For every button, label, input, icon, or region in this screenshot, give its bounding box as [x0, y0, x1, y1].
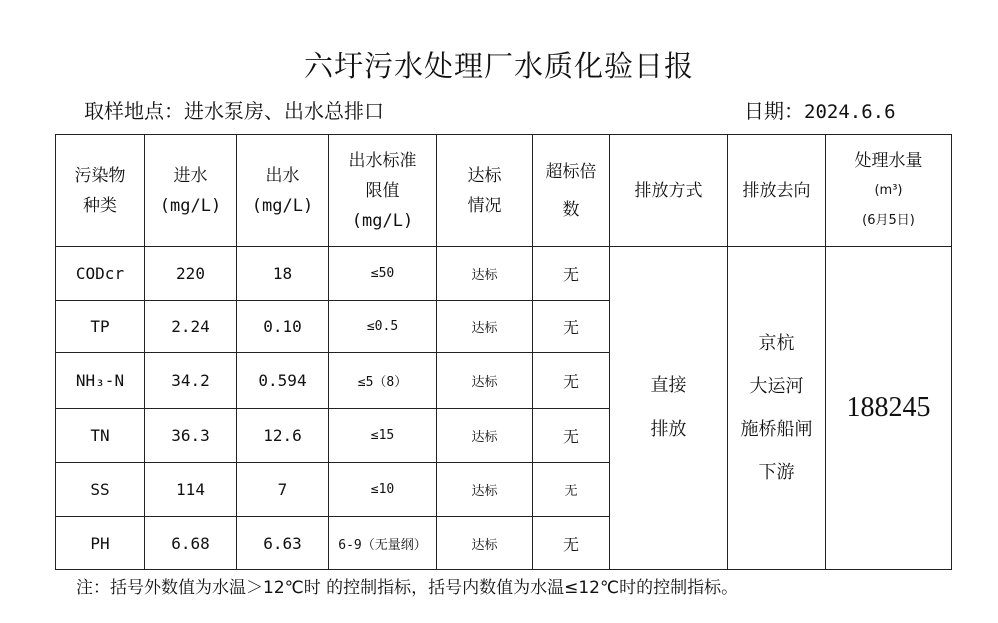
cell-inflow: 220 [145, 247, 237, 301]
treated-volume-value: 188245 [826, 247, 952, 570]
cell-exceed: 无 [533, 247, 610, 301]
cell-exceed: 无 [533, 409, 610, 463]
cell-limit: ≤5（8） [329, 353, 437, 409]
table-row [56, 247, 952, 301]
cell-limit: ≤10 [329, 463, 437, 517]
cell-limit: ≤15 [329, 409, 437, 463]
header-discharge-method: 排放方式 [610, 135, 728, 247]
cell-exceed: 无 [533, 301, 610, 353]
header-volume: 处理水量 (m³) (6月5日) [826, 135, 952, 247]
table-header-row [56, 135, 952, 247]
cell-exceed: 无 [533, 353, 610, 409]
cell-inflow: 6.68 [145, 517, 237, 570]
report-title: 六圩污水处理厂水质化验日报 [303, 49, 694, 83]
cell-compliance: 达标 [437, 301, 533, 353]
cell-pollutant: TN [56, 409, 145, 463]
cell-outflow: 0.594 [237, 353, 329, 409]
cell-compliance: 达标 [437, 517, 533, 570]
sampling-location: 取样地点：进水泵房、出水总排口 [84, 99, 384, 123]
discharge-dest-cell: 京杭 大运河 施桥船闸 下游 [728, 247, 826, 570]
cell-outflow: 0.10 [237, 301, 329, 353]
water-quality-table [55, 134, 952, 570]
cell-compliance: 达标 [437, 247, 533, 301]
header-compliance: 达标 情况 [437, 135, 533, 247]
cell-pollutant: SS [56, 463, 145, 517]
cell-inflow: 114 [145, 463, 237, 517]
cell-limit: ≤0.5 [329, 301, 437, 353]
cell-outflow: 18 [237, 247, 329, 301]
cell-pollutant: NH₃-N [56, 353, 145, 409]
cell-outflow: 12.6 [237, 409, 329, 463]
report-date [744, 95, 896, 124]
cell-compliance: 达标 [437, 353, 533, 409]
cell-outflow: 6.63 [237, 517, 329, 570]
cell-compliance: 达标 [437, 409, 533, 463]
cell-compliance: 达标 [437, 463, 533, 517]
cell-pollutant: CODcr [56, 247, 145, 301]
cell-inflow: 36.3 [145, 409, 237, 463]
cell-exceed: 无 [533, 517, 610, 570]
cell-limit: ≤50 [329, 247, 437, 301]
cell-inflow: 2.24 [145, 301, 237, 353]
date-value: 2024.6.6 [804, 101, 896, 123]
cell-pollutant: PH [56, 517, 145, 570]
cell-inflow: 34.2 [145, 353, 237, 409]
header-outflow: 出水 (mg/L) [237, 135, 329, 247]
header-inflow: 进水 (mg/L) [145, 135, 237, 247]
date-label: 日期： [744, 99, 804, 123]
cell-pollutant: TP [56, 301, 145, 353]
cell-limit: 6-9（无量纲） [329, 517, 437, 570]
header-limit: 出水标准 限值 (mg/L) [329, 135, 437, 247]
header-discharge-dest: 排放去向 [728, 135, 826, 247]
footnote: 注：括号外数值为水温＞12℃时 的控制指标，括号内数值为水温≤12℃时的控制指标。 [76, 578, 739, 598]
cell-outflow: 7 [237, 463, 329, 517]
header-exceed: 超标倍 数 [533, 135, 610, 247]
header-pollutant: 污染物 种类 [56, 135, 145, 247]
discharge-method-cell: 直接 排放 [610, 247, 728, 570]
cell-exceed: 无 [533, 463, 610, 517]
